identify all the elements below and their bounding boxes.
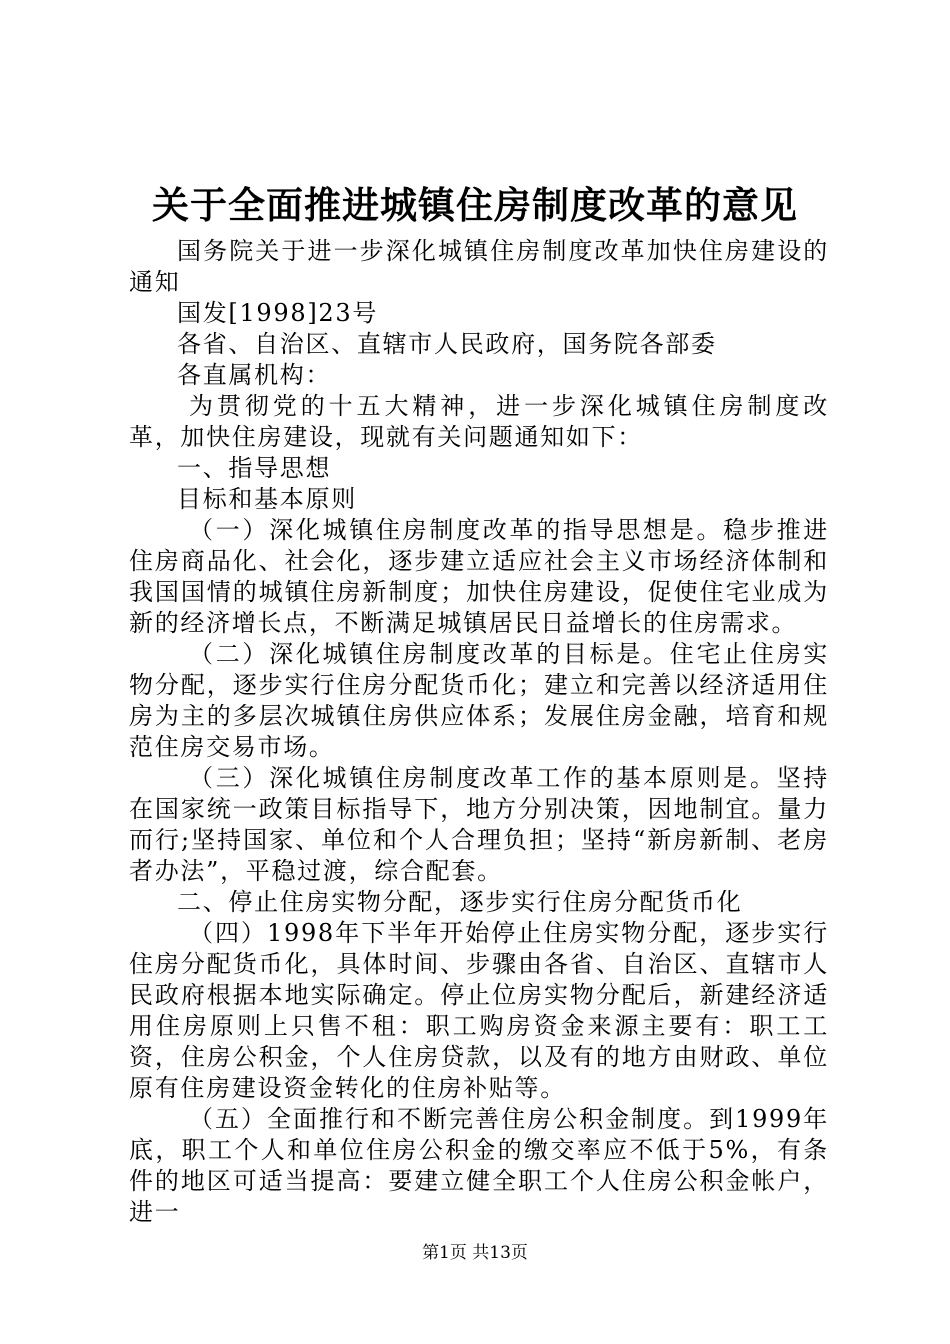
page-footer: 第1页 共13页 (422, 1243, 528, 1263)
paragraph: 各直属机构： (177, 361, 332, 389)
section-heading: 一、指导思想 (177, 454, 332, 482)
paragraph: （三）深化城镇住房制度改革工作的基本原则是。坚持在国家统一政策目标指导下，地方分别决策，因地制宜。量力而行;坚持国家、单位和个人合理负担；坚持“新房新制、老房者办法”，平稳过渡，综合配套。 (129, 764, 829, 885)
section-heading: 二、停止住房实物分配，逐步实行住房分配货币化 (177, 888, 743, 916)
paragraph: 各省、自治区、直辖市人民政府，国务院各部委 (177, 330, 717, 358)
paragraph: （二）深化城镇住房制度改革的目标是。住宅止住房实物分配，逐步实行住房分配货币化；建立和完善以经济适用住房为主的多层次城镇住房供应体系；发展住房金融，培育和规范住房交易市场。 (129, 640, 829, 761)
paragraph: 国务院关于进一步深化城镇住房制度改革加快住房建设的通知 (129, 237, 829, 296)
paragraph: （一）深化城镇住房制度改革的指导思想是。稳步推进住房商品化、社会化，逐步建立适应社会主义市场经济体制和我国国情的城镇住房新制度；加快住房建设，促使住宅业成为新的经济增长点，不断满足城镇居民日益增长的住房需求。 (129, 516, 829, 637)
paragraph: （五）全面推行和不断完善住房公积金制度。到1999年底，职工个人和单位住房公积金的缴交率应不低于5%，有条件的地区可适当提高：要建立健全职工个人住房公积金帐户，进一 (129, 1105, 829, 1226)
paragraph: 为贯彻党的十五大精神，进一步深化城镇住房制度改革，加快住房建设，现就有关问题通知如下： (129, 392, 829, 451)
document-title: 关于全面推进城镇住房制度改革的意见 (152, 183, 798, 227)
paragraph: （四）1998年下半年开始停止住房实物分配，逐步实行住房分配货币化，具体时间、步骤由各省、自治区、直辖市人民政府根据本地实际确定。停止位房实物分配后，新建经济适用住房原则上只售不租：职工购房资金来源主要有：职工工资，住房公积金，个人住房贷款，以及有的地方由财政、单位原有住房建设资金转化的住房补贴等。 (129, 919, 829, 1102)
document-body (129, 236, 829, 1228)
paragraph: 国发[1998]23号 (177, 299, 379, 327)
section-heading: 目标和基本原则 (177, 485, 357, 513)
